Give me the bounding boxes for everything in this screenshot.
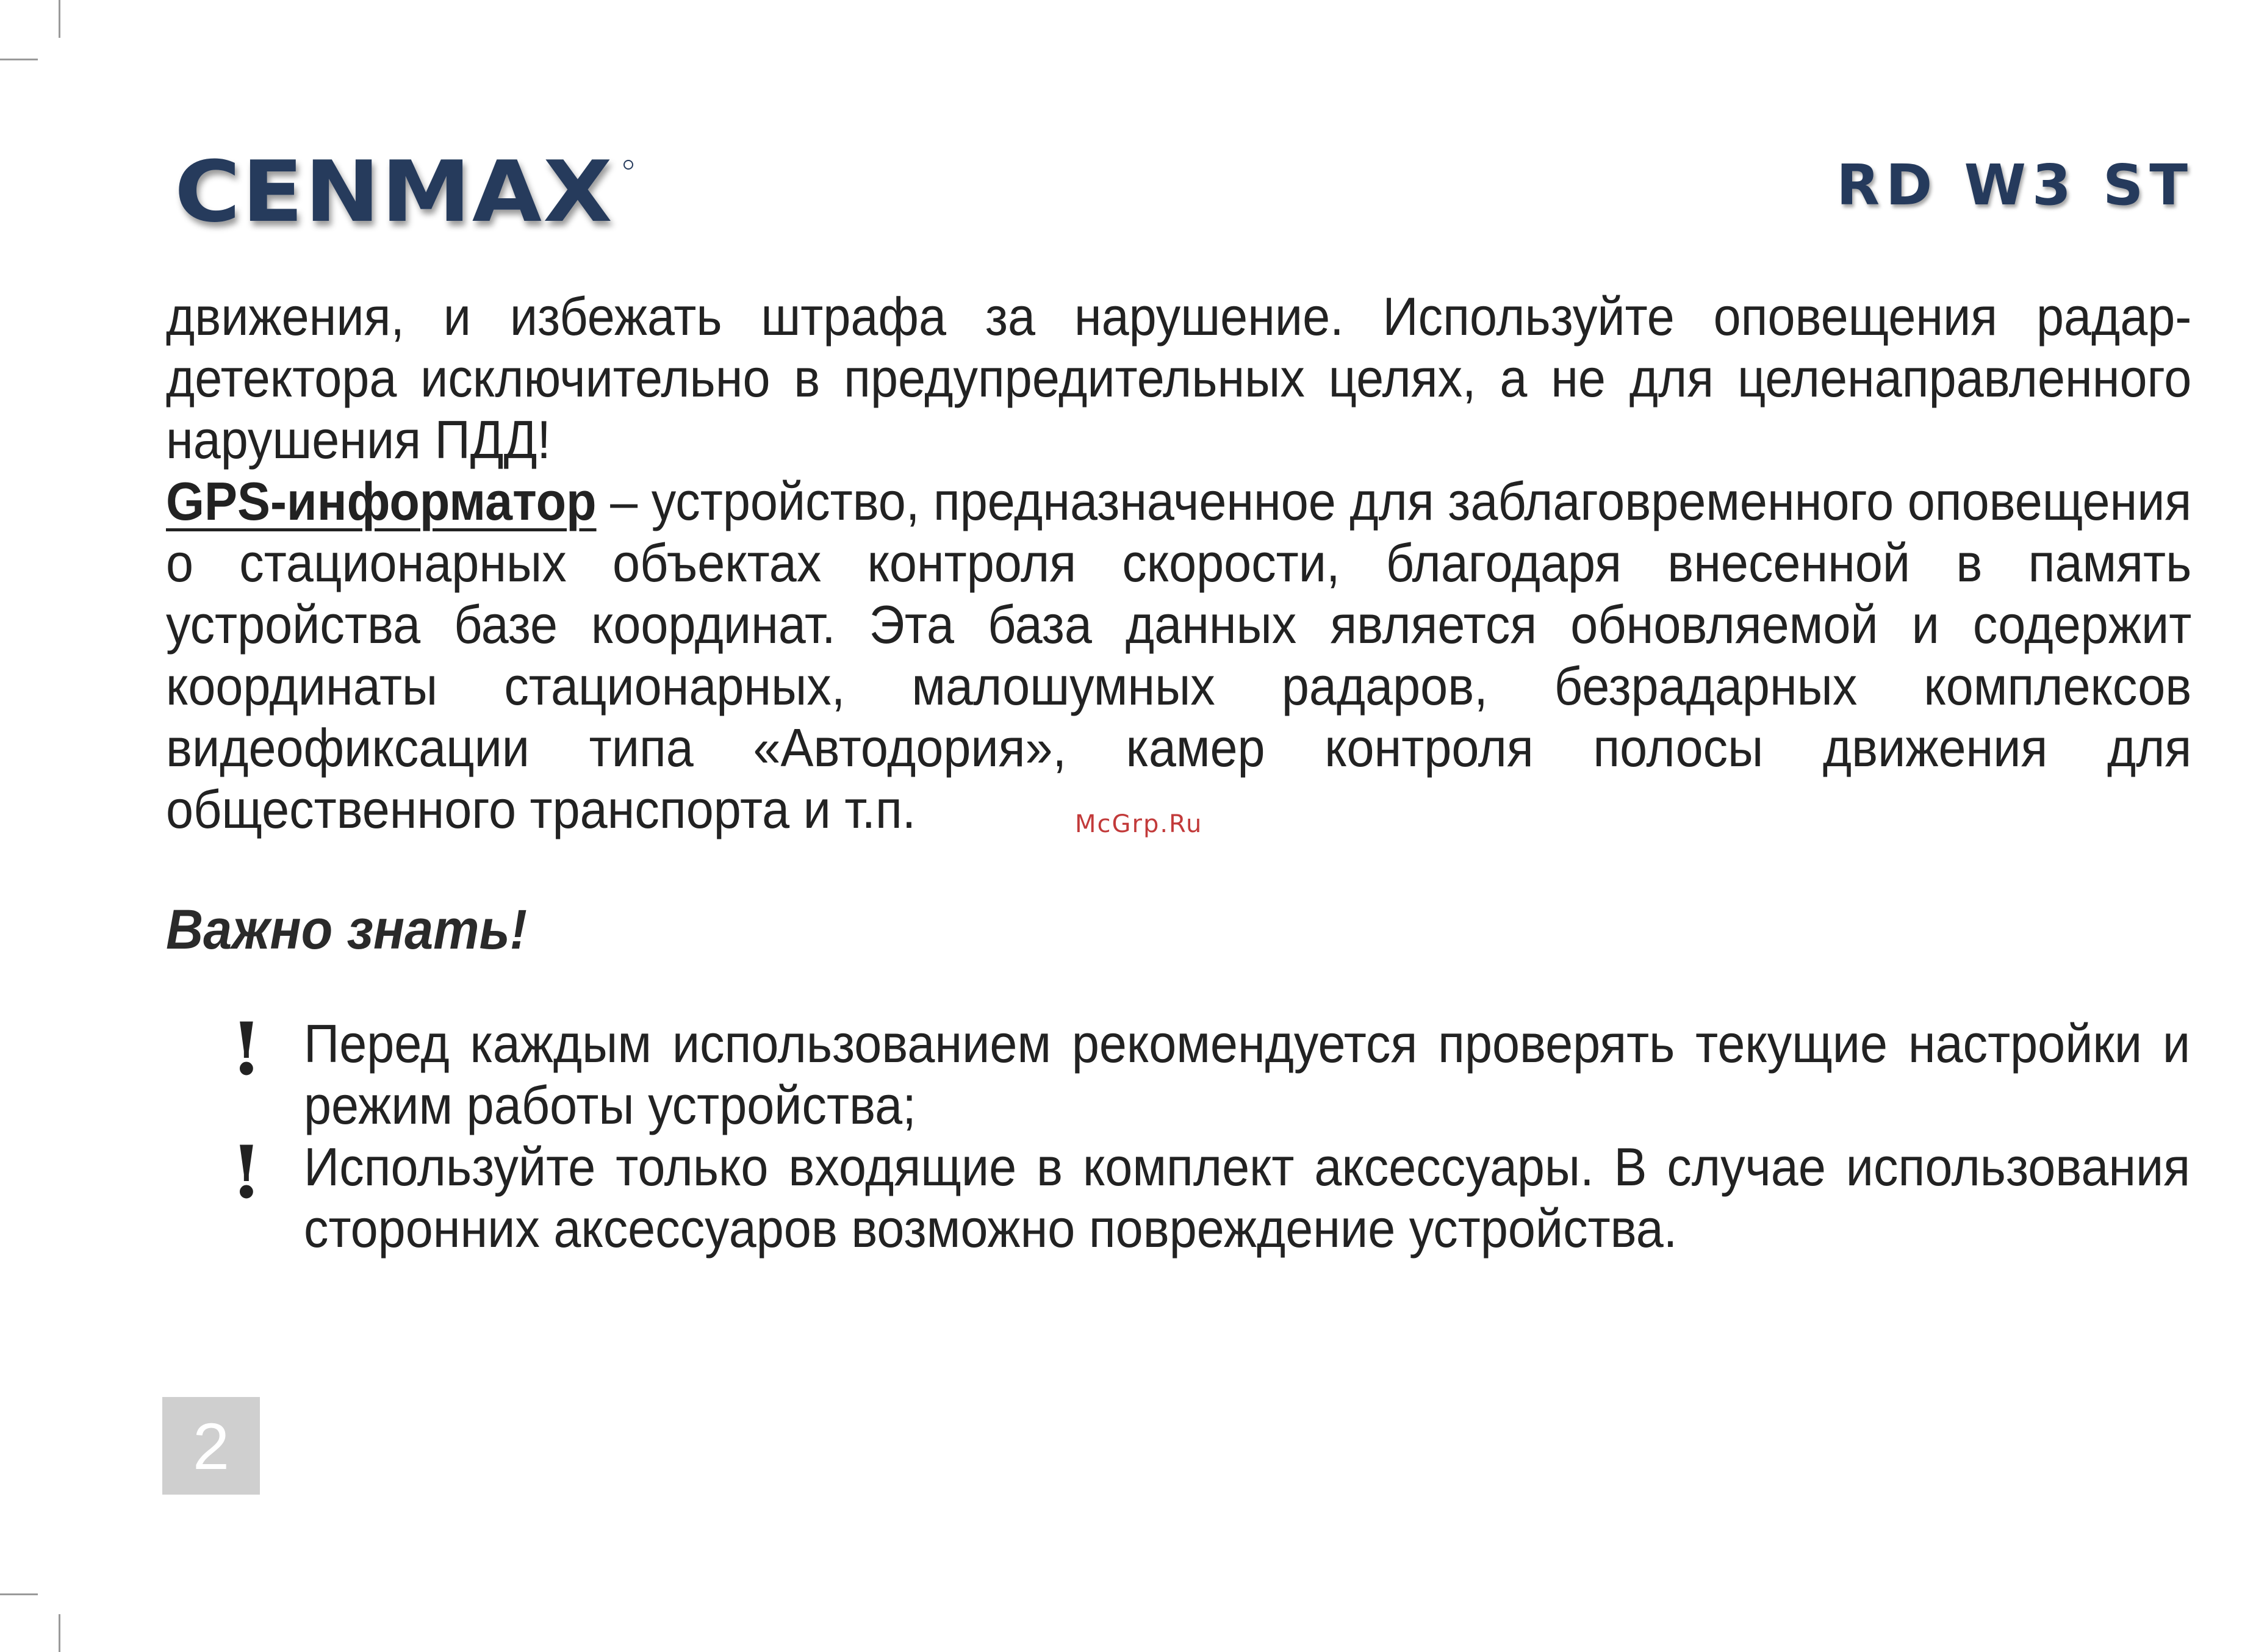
list-item (226, 1007, 2191, 1136)
exclamation-icon: ! (231, 1007, 262, 1091)
gps-informer-definition: устройство, предназначенное для заблаговременного оповещения о стационарных объектах контроля скорости, благодаря внесенной в память устройства базе координат. Эта база данных является обновляемой и содержит координаты стационарных, малошумных радаров, безрадарных комплексов видеофиксации типа «Автодория», камер контроля полосы движения для общественного транспорта и т.п. (166, 471, 2192, 839)
important-heading: Важно знать! (166, 899, 527, 961)
term-dash: – (596, 471, 652, 531)
important-list (226, 1007, 2191, 1259)
note-text: Перед каждым использованием рекомендуется проверять текущие настройки и режим работы устройства; (304, 1013, 2191, 1135)
note-text: Используйте только входящие в комплект аксессуары. В случае использования сторонних аксессуаров возможно повреждение устройства. (304, 1137, 2191, 1259)
model-name: RD W3 ST (1836, 153, 2194, 218)
crop-mark-top-left-vertical (59, 0, 60, 38)
list-item (226, 1130, 2191, 1259)
main-text (166, 286, 2191, 840)
brand-logo (172, 146, 636, 238)
watermark: McGrp.Ru (1075, 810, 1203, 838)
brand-logo-text: CENMAX (174, 146, 614, 238)
crop-mark-bottom-left-vertical (59, 1614, 60, 1652)
paragraph-gps-informer (166, 470, 2191, 840)
exclamation-icon: ! (231, 1130, 262, 1215)
registered-mark-icon (624, 160, 633, 169)
page-number: 2 (162, 1397, 260, 1495)
crop-mark-bottom-left-horizontal (0, 1593, 38, 1595)
term-gps-informer: GPS-информатор (166, 471, 597, 531)
crop-mark-top-left-horizontal (0, 59, 38, 60)
paragraph-radar-usage: движения, и избежать штрафа за нарушение. Используйте оповещения радар-детектора исключительно в предупредительных целях, а не для целенаправленного нарушения ПДД! (166, 286, 2192, 470)
